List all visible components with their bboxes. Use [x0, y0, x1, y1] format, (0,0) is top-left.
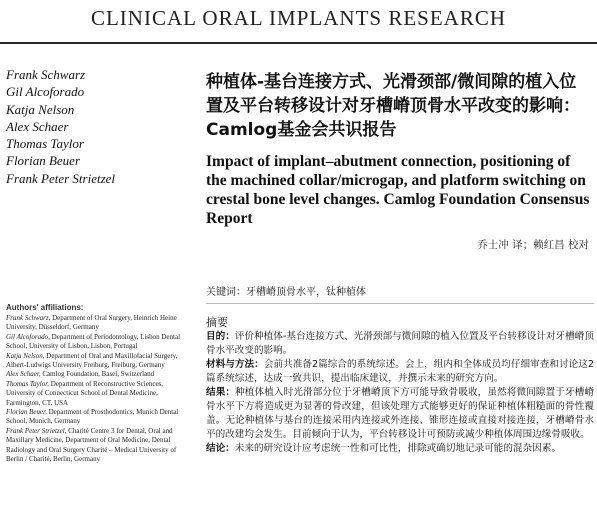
affiliation-author: Frank Schwarz,	[6, 314, 51, 322]
keywords: 关键词：牙槽嵴顶骨水平，钛种植体	[206, 287, 366, 298]
affiliation-author: Florian Beuer,	[6, 408, 47, 417]
section-label: 结论：	[206, 443, 235, 454]
affiliation-item	[6, 333, 184, 352]
affiliation-text: Charité Centre 3 for Dental, Oral and Maxillary Medicine, Department of Oral Medicine, Dental Radiology and Oral Surgery Charité – Medical University of Berlin / Charité, Berlin, Germany	[6, 426, 177, 464]
affiliations-title: Authors' affiliations:	[6, 303, 84, 312]
affiliation-list	[6, 314, 184, 465]
affiliation-item	[6, 427, 184, 465]
affiliation-text: Department of Prosthodontics, Munich Dental School, Munich, Germany	[6, 408, 179, 426]
affiliation-text: Department of Oral and Maxillofacial Surgery, Albert-Ludwigs University Freiburg, Freiburg, Germany	[6, 351, 178, 370]
abstract-results	[206, 386, 594, 442]
header-rule	[0, 42, 597, 44]
chinese-title: 种植体-基台连接方式、光滑颈部/微间隙的植入位置及平台转移设计对牙槽嵴顶骨水平改变的影响：Camlog基金会共识报告	[206, 72, 580, 140]
affiliation-text: Department of Reconstructive Sciences, University of Connecticut School of Dental Medicine, Farmington, CT, USA	[6, 379, 164, 407]
abstract-objective	[206, 330, 594, 358]
section-text: 评价种植体-基台连接方式、光滑颈部与微间隙的植入位置及平台转移设计对牙槽嵴顶骨水平改变的影响。	[206, 331, 594, 356]
abstract-conclusion	[206, 442, 594, 456]
affiliation-item	[6, 352, 184, 371]
affiliation-item	[6, 370, 184, 379]
author-name: Frank Peter Strietzel	[6, 170, 116, 186]
section-text: 种植体植入时光滑部分位于牙槽嵴顶下方可能导致骨吸收，虽然将微间隙置于牙槽嵴骨水平下方将造成更为显著的骨改建，但该处理方式能够更好的保证种植体粗糙面的骨性覆盖。无论种植体与基台的连接采用内连接或外连接、锥形连接或直接对接连接，牙槽嵴骨水平的改建均会发生。目前倾向于认为，平台转移设计可预防或减少种植体周围边缘骨吸收。	[206, 387, 595, 440]
section-text: 未来的研究设计应考虑统一性和可比性，排除或确切地记录可能的混杂因素。	[234, 443, 561, 454]
author-name: Gil Alcoforado	[6, 84, 85, 100]
abstract-title: 摘要	[206, 316, 228, 329]
affiliation-text: Camlog Foundation, Basel, Switzerland	[42, 370, 155, 379]
affiliation-item	[6, 380, 184, 408]
author-name: Frank Schwarz	[6, 67, 86, 82]
affiliation-author: Gil Alcoforado,	[6, 332, 50, 341]
journal-name: CLINICAL ORAL IMPLANTS RESEARCH	[90, 6, 507, 30]
english-title: Impact of implant–abutment connection, positioning of the machined collar/microgap, and platform switching on crestal bone level changes. Camlog Foundation Consensus Report	[206, 153, 590, 227]
author-list	[6, 66, 196, 187]
section-divider	[206, 303, 594, 304]
section-label: 目的：	[206, 331, 235, 342]
section-text: 会前共准备2篇综合的系统综述。会上，组内和全体成员均仔细审查和讨论这2篇系统综述，达成一致共识，提出临床建议，并撰示未来的研究方向。	[206, 359, 594, 384]
affiliation-text: Department of Oral Surgery, Heinrich Heine University, Düsseldorf, Germany	[6, 314, 177, 332]
section-label: 材料与方法：	[206, 359, 264, 370]
affiliation-author: Alex Schaer,	[6, 370, 41, 379]
author-name: Alex Schaer	[6, 118, 69, 134]
abstract-body	[206, 330, 594, 456]
affiliation-author: Katja Nelson,	[6, 351, 45, 360]
section-label: 结果：	[206, 387, 236, 398]
author-name: Katja Nelson	[6, 101, 75, 117]
abstract-methods	[206, 358, 594, 386]
author-name: Florian Beuer	[6, 153, 81, 169]
affiliation-text: Department of Periodontology, Lisbon Dental School, University of Lisbon, Lisbon, Portugal	[6, 332, 181, 351]
affiliation-author: Frank Peter Strietzel,	[6, 426, 67, 435]
affiliation-item	[6, 314, 184, 333]
translator-credit: 乔士冲 译；赖红昌 校对	[477, 239, 589, 251]
author-name: Thomas Taylor	[6, 136, 84, 152]
affiliation-author: Thomas Taylor,	[6, 379, 49, 388]
affiliation-item	[6, 408, 184, 427]
